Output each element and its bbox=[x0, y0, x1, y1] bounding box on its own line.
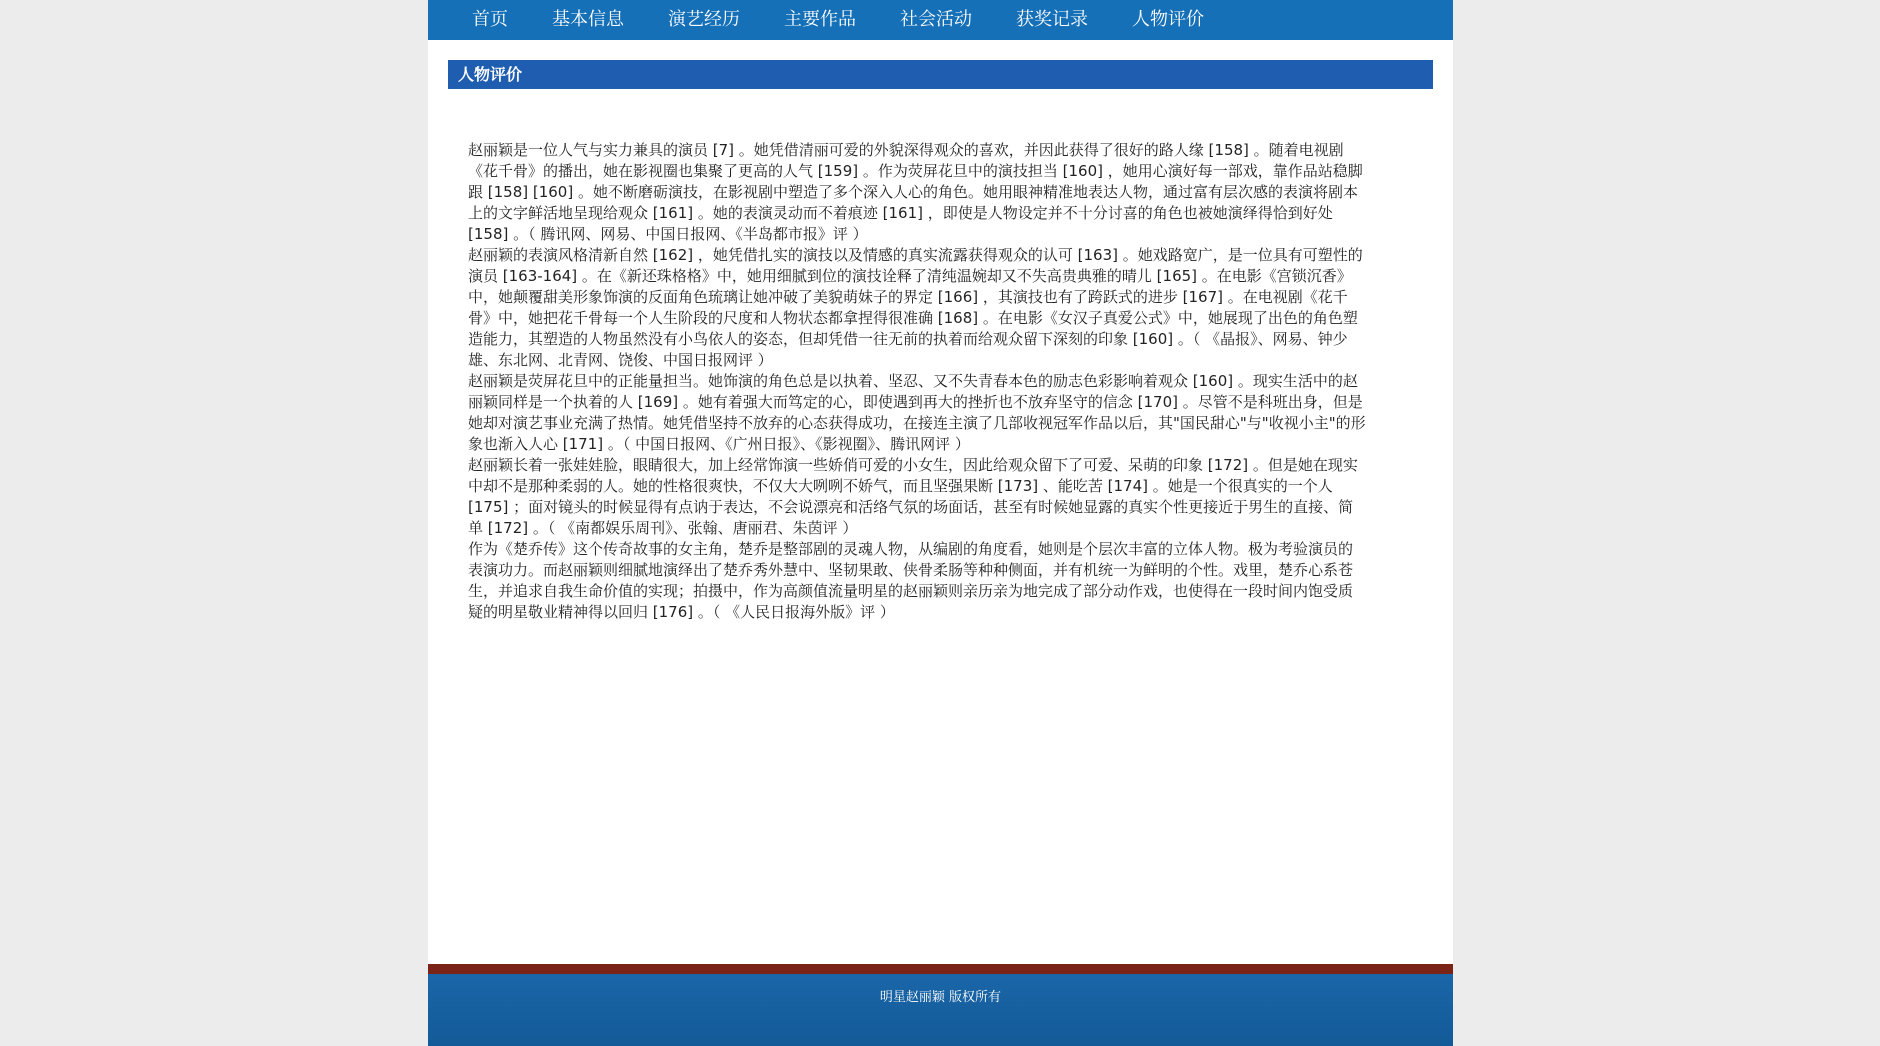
footer-copyright: 明星赵丽颖 版权所有 bbox=[879, 990, 1002, 1005]
nav-item-awards[interactable]: 获奖记录 bbox=[1016, 9, 1088, 30]
nav-item-basic-info[interactable]: 基本信息 bbox=[552, 9, 624, 30]
article-content bbox=[468, 140, 1366, 623]
nav-item-works[interactable]: 主要作品 bbox=[784, 9, 856, 30]
section-title-bar: 人物评价 bbox=[448, 60, 1433, 89]
article-paragraph: 赵丽颖是一位人气与实力兼具的演员 [7] 。她凭借清丽可爱的外貌深得观众的喜欢，并因此获得了很好的路人缘 [158] 。随着电视剧《花千骨》的播出，她在影视圈也集聚了更高的人气 [159] 。作为荧屏花旦中的演技担当 [160] ，她用心演好每一部戏，靠作品站稳脚跟 [158] [160] 。她不断磨砺演技，在影视剧中塑造了多个深入人心的角色。她用眼神精准地表达人物，通过富有层次感的表演将剧本上的文字鲜活地呈现给观众 [161] 。她的表演灵动而不着痕迹 [161] ，即使是人物设定并不十分讨喜的角色也被她演绎得恰到好处 [158] 。（ 腾讯网、网易、中国日报网、《半岛都市报》评 ） bbox=[468, 141, 1363, 243]
nav-item-evaluation[interactable]: 人物评价 bbox=[1132, 9, 1204, 30]
article-paragraph: 作为《楚乔传》这个传奇故事的女主角，楚乔是整部剧的灵魂人物，从编剧的角度看，她则是个层次丰富的立体人物。极为考验演员的表演功力。而赵丽颖则细腻地演绎出了楚乔秀外慧中、坚韧果敢、侠骨柔肠等种种侧面，并有机统一为鲜明的个性。戏里，楚乔心系苍生，并追求自我生命价值的实现；拍摄中，作为高颜值流量明星的赵丽颖则亲历亲为地完成了部分动作戏，也使得在一段时间内饱受质疑的明星敬业精神得以回归 [176] 。（ 《人民日报海外版》评 ） bbox=[468, 540, 1354, 621]
nav-item-career[interactable]: 演艺经历 bbox=[668, 9, 740, 30]
page-container bbox=[428, 0, 1453, 1046]
article-paragraph: 赵丽颖的表演风格清新自然 [162] ，她凭借扎实的演技以及情感的真实流露获得观众的认可 [163] 。她戏路宽广，是一位具有可塑性的演员 [163-164] 。在《新还珠格格》中，她用细腻到位的演技诠释了清纯温婉却又不失高贵典雅的晴儿 [165] 。在电影《宫锁沉香》中，她颠覆甜美形象饰演的反面角色琉璃让她冲破了美貌萌妹子的界定 [166] ，其演技也有了跨跃式的进步 [167] 。在电视剧《花千骨》中，她把花千骨每一个人生阶段的尺度和人物状态都拿捏得很准确 [168] 。在电影《女汉子真爱公式》中，她展现了出色的角色塑造能力，其塑造的人物虽然没有小鸟依人的姿态，但却凭借一往无前的执着而给观众留下深刻的印象 [160] 。（ 《晶报》、网易、钟少雄、东北网、北青网、饶俊、中国日报网评 ） bbox=[468, 246, 1363, 369]
article-paragraph: 赵丽颖长着一张娃娃脸，眼睛很大，加上经常饰演一些娇俏可爱的小女生，因此给观众留下了可爱、呆萌的印象 [172] 。但是她在现实中却不是那种柔弱的人。她的性格很爽快，不仅大大咧咧不娇气，而且坚强果断 [173] 、能吃苦 [174] 。她是一个很真实的一个人 [175] ；面对镜头的时候显得有点讷于表达，不会说漂亮和活络气氛的场面话，甚至有时候她显露的真实个性更接近于男生的直接、简单 [172] 。（ 《南都娱乐周刊》、张翰、唐丽君、朱茵评 ） bbox=[468, 456, 1358, 537]
article-paragraph: 赵丽颖是荧屏花旦中的正能量担当。她饰演的角色总是以执着、坚忍、又不失青春本色的励志色彩影响着观众 [160] 。现实生活中的赵丽颖同样是一个执着的人 [169] 。她有着强大而笃定的心，即使遇到再大的挫折也不放弃坚守的信念 [170] 。尽管不是科班出身，但是她却对演艺事业充满了热情。她凭借坚持不放弃的心态获得成功，在接连主演了几部收视冠军作品以后，其"国民甜心"与"收视小主"的形象也渐入人心 [171] 。（ 中国日报网、《广州日报》、《影视圈》、腾讯网评 ） bbox=[468, 372, 1366, 453]
top-navigation bbox=[428, 0, 1453, 40]
nav-item-social-activities[interactable]: 社会活动 bbox=[900, 9, 972, 30]
footer bbox=[428, 974, 1453, 1046]
nav-item-home[interactable]: 首页 bbox=[472, 9, 508, 30]
footer-divider bbox=[428, 964, 1453, 974]
